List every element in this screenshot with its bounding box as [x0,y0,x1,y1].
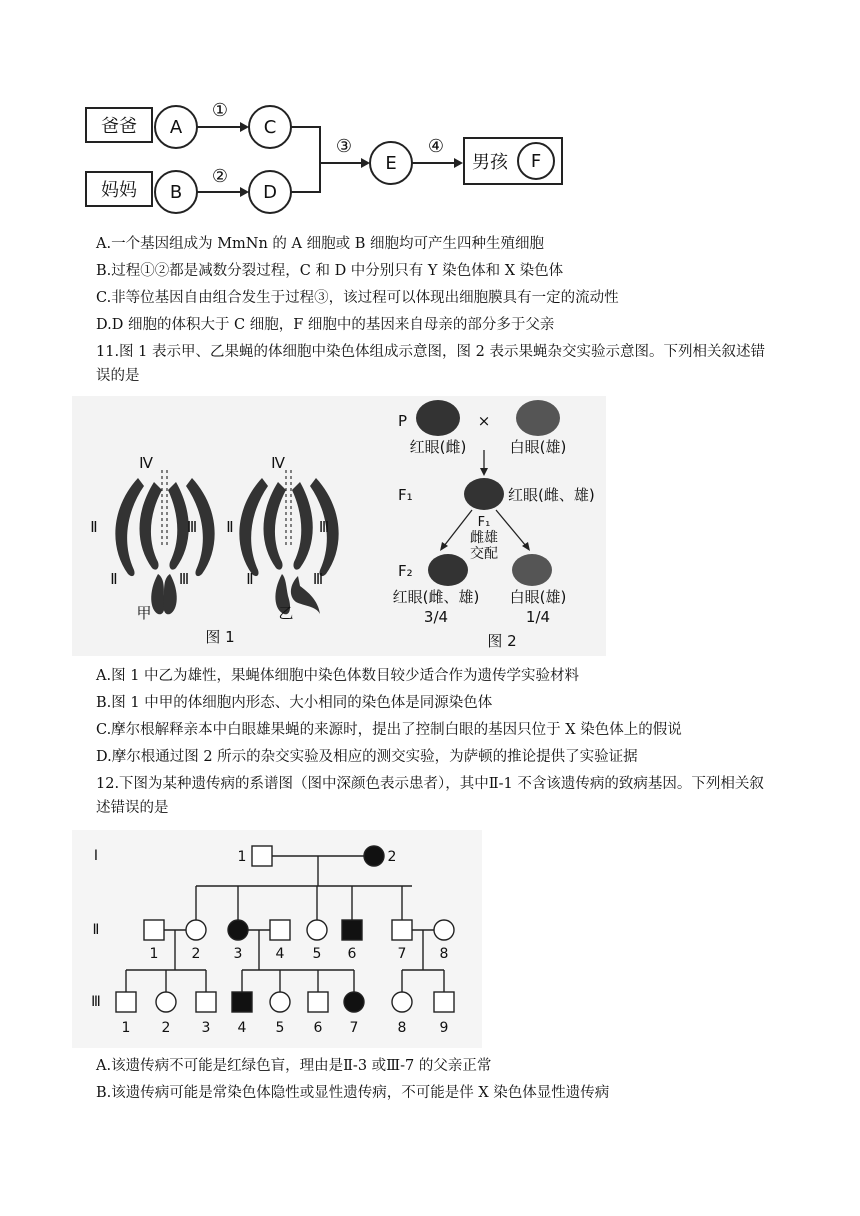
ii-5-female [307,920,327,940]
q10-option-a: A.一个基因组成为 MmNn 的 A 细胞或 B 细胞均可产生四种生殖细胞 [96,236,544,252]
q10-option-b: B.过程①②都是减数分裂过程，C 和 D 中分别只有 Y 染色体和 X 染色体 [96,263,564,279]
yi-label-iv: Ⅳ [271,454,285,472]
ii-5-number: 5 [312,946,322,962]
f2-red-fly [428,554,468,586]
q10-option-d: D.D 细胞的体积大于 C 细胞，F 细胞中的基因来自母亲的部分多于父亲 [96,317,555,333]
boy-label: 男孩 [472,152,508,173]
ii-2-female [186,920,206,940]
ii-2-number: 2 [191,946,201,962]
fruitfly-figures [72,396,606,656]
cell-a-label: A [169,117,183,138]
f1-label: F₁ [398,486,413,504]
iii-3-male [196,992,216,1012]
p-label: P [398,412,408,430]
iii-6-number: 6 [313,1020,323,1036]
jia-label-ii: Ⅱ [90,518,98,536]
process-4-label: ④ [427,136,445,157]
f2-red-label: 红眼(雌、雄) [392,588,480,606]
ii-1-number: 1 [149,946,159,962]
iii-9-male [434,992,454,1012]
i-1-male [252,846,272,866]
jia-label-iv: Ⅳ [139,454,153,472]
cross-symbol: × [477,412,491,430]
mom-label: 妈妈 [101,180,137,201]
yi-label: 乙 [278,604,294,622]
ii-7-number: 7 [397,946,407,962]
iii-8-number: 8 [397,1020,407,1036]
mate-label-2: 交配 [470,546,498,562]
iii-1-male [116,992,136,1012]
pedigree-chart [72,830,482,1048]
fig2-caption: 图 2 [487,632,517,650]
yi-label-ii: Ⅱ [226,518,234,536]
f2-white-ratio: 1/4 [525,608,551,626]
ii-4-number: 4 [275,946,285,962]
ii-8-female [434,920,454,940]
dad-label: 爸爸 [101,116,137,137]
f2-white-fly [512,554,552,586]
iii-5-number: 5 [275,1020,285,1036]
q11-option-c: C.摩尔根解释亲本中白眼雄果蝇的来源时，提出了控制白眼的基因只位于 X 染色体上的假说 [96,722,682,738]
jia-label-iii: Ⅲ [186,518,198,536]
iii-3-number: 3 [201,1020,211,1036]
generation-ii-label: Ⅱ [92,922,100,938]
iii-4-male-affected [232,992,252,1012]
process-3-label: ③ [335,136,353,157]
f1-red-label: 红眼(雌、雄) [508,486,595,504]
q10-option-c: C.非等位基因自由组合发生于过程③，该过程可以体现出细胞膜具有一定的流动性 [96,290,619,306]
ii-3-female-affected [228,920,248,940]
cell-f-label: F [530,151,542,172]
p-red-eye-fly [416,400,460,436]
cell-c-label: C [263,117,277,138]
gamete-formation-diagram [84,92,574,222]
cell-e-label: E [385,153,397,174]
cell-d-label: D [263,182,277,203]
generation-iii-label: Ⅲ [91,994,101,1010]
f1-fly [464,478,504,510]
iii-4-number: 4 [237,1020,247,1036]
f2-label: F₂ [398,562,413,580]
iii-2-number: 2 [161,1020,171,1036]
q12-option-b: B.该遗传病可能是常染色体隐性或显性遗传病，不可能是伴 X 染色体显性遗传病 [96,1085,610,1101]
i-2-number: 2 [387,849,397,865]
iii-7-female-affected [344,992,364,1012]
fig1-caption: 图 1 [205,628,235,646]
ii-6-male-affected [342,920,362,940]
iii-6-male [308,992,328,1012]
p-white-male-label: 白眼(雄) [509,438,567,456]
iii-5-female [270,992,290,1012]
f2-white-label: 白眼(雄) [509,588,567,606]
ii-7-male [392,920,412,940]
iii-7-number: 7 [349,1020,359,1036]
i-1-number: 1 [237,849,247,865]
iii-9-number: 9 [439,1020,449,1036]
jia-label-iii-lower: Ⅲ [178,570,190,588]
ii-6-number: 6 [347,946,357,962]
iii-1-number: 1 [121,1020,131,1036]
q11-option-a: A.图 1 中乙为雄性，果蝇体细胞中染色体数目较少适合作为遗传学实验材料 [96,668,580,684]
process-1-label: ① [211,100,229,121]
p-red-female-label: 红眼(雌) [409,438,467,456]
f1-mate-label: F₁ [477,515,491,530]
jia-label-ii-lower: Ⅱ [110,570,118,588]
process-2-label: ② [211,166,229,187]
p-white-eye-fly [516,400,560,436]
q11-option-d: D.摩尔根通过图 2 所示的杂交实验及相应的测交实验，为萨顿的推论提供了实验证据 [96,749,638,765]
yi-label-ii-lower: Ⅱ [246,570,254,588]
q11-option-b: B.图 1 中甲的体细胞内形态、大小相同的染色体是同源染色体 [96,695,493,711]
q11-stem: 11.图 1 表示甲、乙果蝇的体细胞中染色体组成示意图，图 2 表示果蝇杂交实验示意图。下列相关叙述错误的是 [96,344,765,384]
jia-label: 甲 [136,604,152,622]
generation-i-label: Ⅰ [93,848,99,864]
f2-red-ratio: 3/4 [423,608,449,626]
ii-8-number: 8 [439,946,449,962]
iii-8-female [392,992,412,1012]
ii-3-number: 3 [233,946,243,962]
yi-label-iii: Ⅲ [318,518,330,536]
mate-label-1: 雌雄 [470,530,498,546]
i-2-female-affected [364,846,384,866]
cell-b-label: B [169,182,183,203]
q12-stem: 12.下图为某种遗传病的系谱图（图中深颜色表示患者），其中Ⅱ-1 不含该遗传病的致病基因。下列相关叙述错误的是 [96,776,764,816]
q12-option-a: A.该遗传病不可能是红绿色盲，理由是Ⅱ-3 或Ⅲ-7 的父亲正常 [96,1058,492,1074]
ii-1-male [144,920,164,940]
yi-label-iii-lower: Ⅲ [312,570,324,588]
ii-4-male [270,920,290,940]
iii-2-female [156,992,176,1012]
